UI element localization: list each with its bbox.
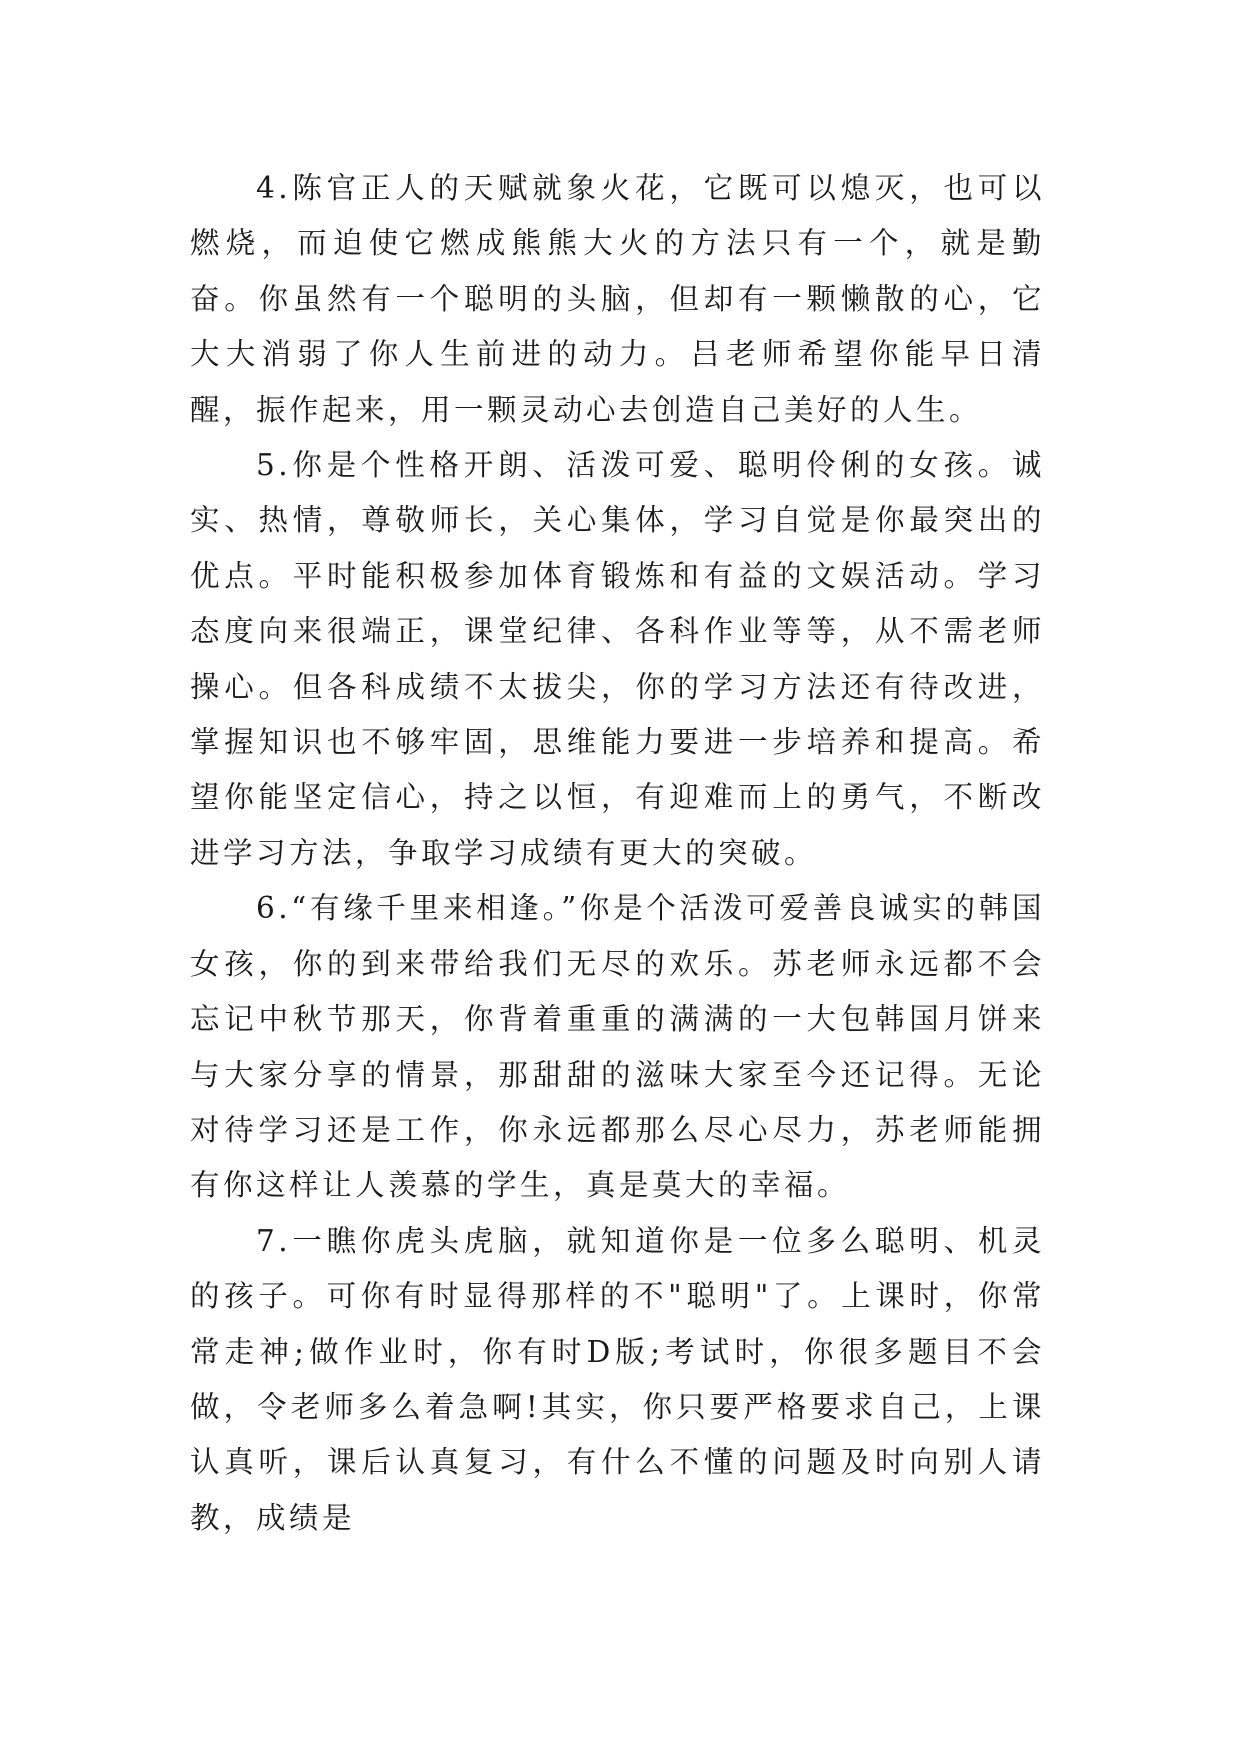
paragraph-7: 7.一瞧你虎头虎脑，就知道你是一位多么聪明、机灵的孩子。可你有时显得那样的不"聪明"了。上课时，你常常走神;做作业时，你有时D版;考试时，你很多题目不会做，令老师多么着急啊!其实，你只要严格要求自己，上课认真听，课后认真复习，有什么不懂的问题及时向别人请教，成绩是 [190,1223,1045,1535]
document-body [190,161,1045,1546]
paragraph-5: 5.你是个性格开朗、活泼可爱、聪明伶俐的女孩。诚实、热情，尊敬师长，关心集体，学习自觉是你最突出的优点。平时能积极参加体育锻炼和有益的文娱活动。学习态度向来很端正，课堂纪律、各科作业等等，从不需老师操心。但各科成绩不太拔尖，你的学习方法还有待改进，掌握知识也不够牢固，思维能力要进一步培养和提高。希望你能坚定信心，持之以恒，有迎难而上的勇气，不断改进学习方法，争取学习成绩有更大的突破。 [190,448,1045,870]
paragraph-4: 4.陈官正人的天赋就象火花，它既可以熄灭，也可以燃烧，而迫使它燃成熊熊大火的方法只有一个，就是勤奋。你虽然有一个聪明的头脑，但却有一颗懒散的心，它大大消弱了你人生前进的动力。吕老师希望你能早日清醒，振作起来，用一颗灵动心去创造自己美好的人生。 [190,171,1045,427]
paragraph-6: 6.“有缘千里来相逢。”你是个活泼可爱善良诚实的韩国女孩，你的到来带给我们无尽的欢乐。苏老师永远都不会忘记中秋节那天，你背着重重的满满的一大包韩国月饼来与大家分享的情景，那甜甜的滋味大家至今还记得。无论对待学习还是工作，你永远都那么尽心尽力，苏老师能拥有你这样让人羡慕的学生，真是莫大的幸福。 [190,891,1045,1203]
